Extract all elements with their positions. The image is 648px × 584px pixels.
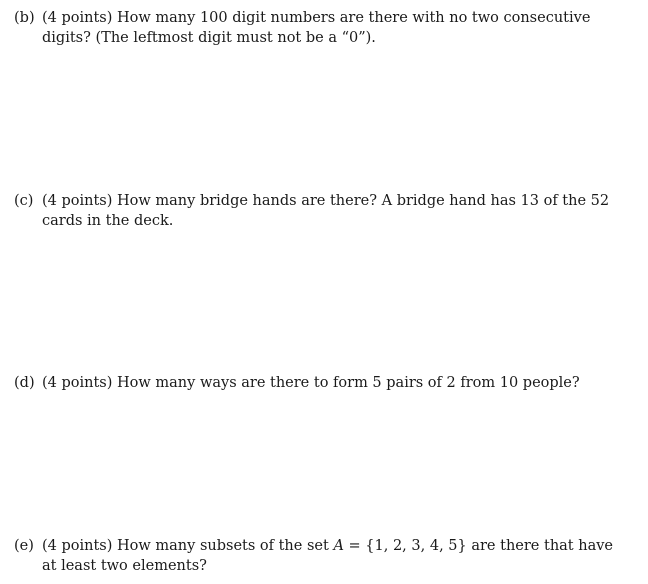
problem-label: (e)	[14, 538, 34, 554]
problem-d	[14, 374, 614, 394]
problem-text: (4 points) How many ways are there to form 5 pairs of 2 from 10 people?	[42, 375, 580, 391]
math-set: = {1, 2, 3, 4, 5}	[343, 538, 467, 554]
problem-label: (d)	[14, 375, 35, 391]
problem-text: (4 points) How many bridge hands are there? A bridge hand has 13 of the 52 cards in the deck.	[42, 193, 610, 229]
math-variable: A	[333, 538, 344, 554]
problem-label: (c)	[14, 193, 34, 209]
problem-text	[42, 537, 614, 576]
problem-text-before: (4 points) How many subsets of the set	[42, 538, 334, 554]
problem-c	[14, 192, 614, 231]
problem-b	[14, 9, 614, 48]
problem-text: (4 points) How many 100 digit numbers are there with no two consecutive digits? (The leftmost digit must not be a “0”).	[42, 10, 591, 46]
problem-text-after: are there that have at least two elements?	[42, 538, 613, 574]
problem-label: (b)	[14, 10, 35, 26]
problem-e	[14, 537, 614, 576]
